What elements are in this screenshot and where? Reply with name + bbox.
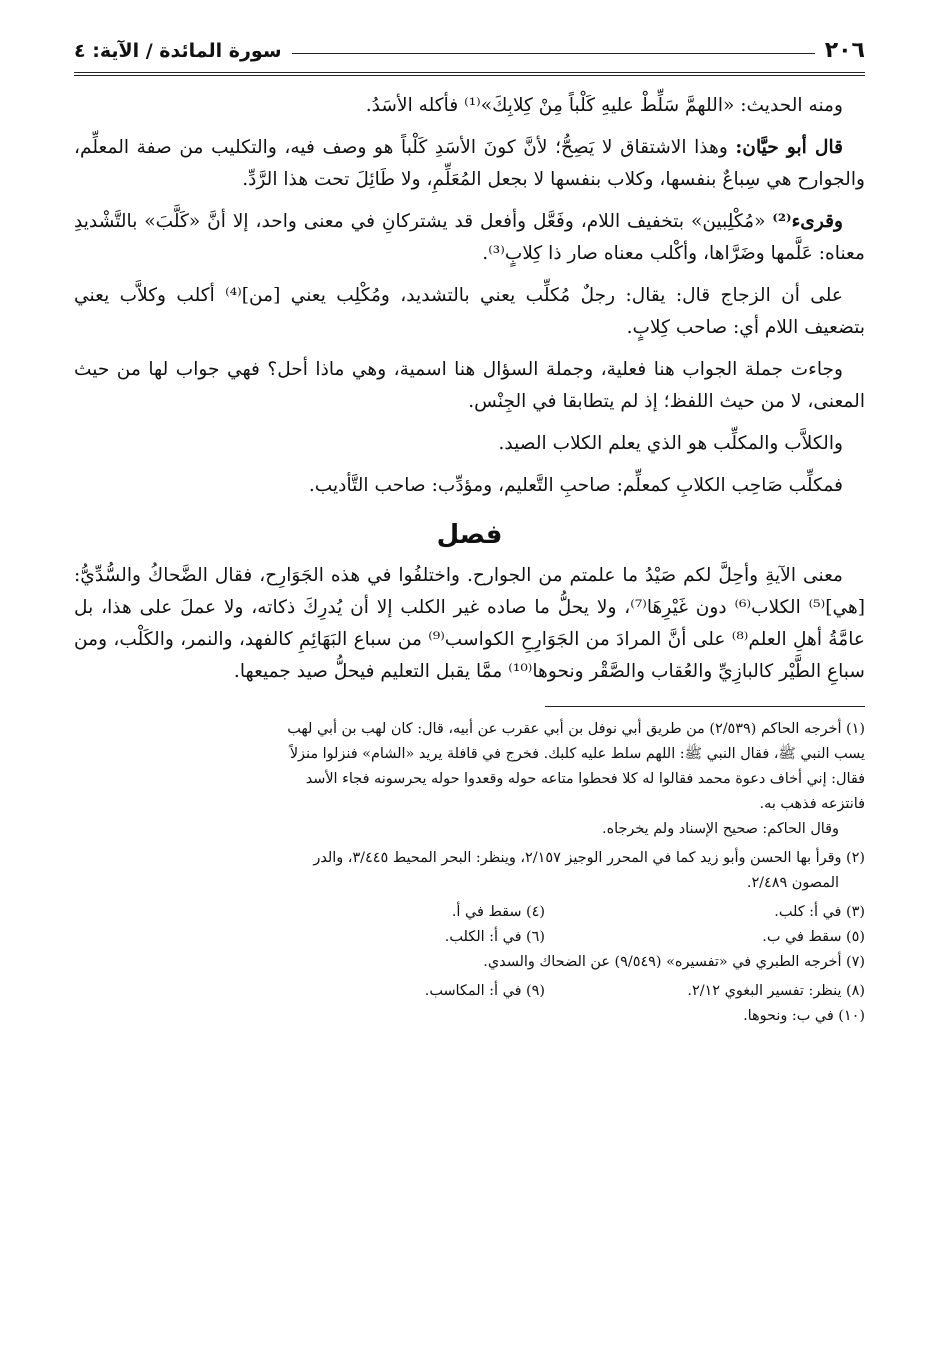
paragraph: قال أبو حيَّان: وهذا الاشتقاق لا يَصِحُّ؛ لأنَّ كونَ الأسَدِ كَلْباً هو وصف فيه، والتكليب من صفة المعلِّم، والجوارح هي سِباعٌ بنفسها، وكلاب بنفسها لا بجعل المُعَلِّمِ، ولا طَائِلَ تحت هذا الرَّدِّ. (74, 137, 865, 190)
footnote-5: (٥) سقط في ب. (762, 929, 865, 945)
footnote-2: (٢) وقرأ بها الحسن وأبو زيد كما في المحرر الوجيز ٢/١٥٧، وينظر: البحر المحيط ٣/٤٤٥، والدر المصون ٢/٤٨٩. (313, 850, 865, 891)
page-header (74, 38, 865, 69)
footnote-3: (٣) في أ: كلب. (774, 904, 865, 920)
paragraph: وقرىء⁽²⁾ «مُكْلِبين» بتخفيف اللام، وفَعَّل وأفعل قد يشتركانِ في معنى واحد، إلا أنَّ «كَلَّبَ» بالتَّشْديدِ معناه: عَلَّمها وضَرَّاها، وأكْلب معناه صار ذا كِلابٍ⁽³⁾. (74, 211, 865, 264)
section-paragraph: معنى الآيةِ وأحِلَّ لكم صَيْدُ ما علمتم من الجوارح. واختلفُوا في هذه الجَوَارِح، فقال الضَّحاكُ والسُّدِّيُّ: [هي]⁽⁵⁾ الكلاب⁽⁶⁾ دون غَيْرِهَا⁽⁷⁾، ولا يحلُّ ما صاده غير الكلب إلا أن يُدرِكَ ذكاته، ولا عملَ على هذا، بل عامَّةُ أهلِ العلم⁽⁸⁾ على أنَّ المرادَ من الجَوَارِحِ الكواسب⁽⁹⁾ من سباع البَهَائِمِ كالفهد، والنمر، والكَلْب، ومن سباعِ الطَّيْر كالبازِيِّ والعُقاب والصَّقْر ونحوها⁽¹⁰⁾ ممَّا يقبل التعليم فيحلُّ صيد جميعها. (74, 565, 866, 682)
footnote-1: (١) أخرجه الحاكم (٢/٥٣٩) من طريق أبي نوفل بن أبي عقرب عن أبيه، قال: كان لهب بن أبي لهب يسب النبي ﷺ، فقال النبي ﷺ: اللهم سلط عليه كلبك. فخرج في قافلة يريد «الشام» فنزلوا منزلاً فقال: إني أخاف دعوة محمد فقالوا له كلا فحطوا متاعه حوله وقعدوا حوله يحرسونه فجاء الأسد فانتزعه فذهب به. وقال الحاكم: صحيح الإسناد ولم يخرجاه. (287, 721, 865, 837)
footnote-9: (٩) في أ: المكاسب. (424, 983, 545, 999)
footnote-row (74, 925, 865, 950)
header-line (292, 53, 815, 54)
footnote-row (74, 979, 865, 1004)
footnote-6: (٦) في أ: الكلب. (444, 929, 545, 945)
footnote-4: (٤) سقط في أ. (451, 904, 545, 920)
header-double-rule (74, 69, 865, 76)
paragraph: ومنه الحديث: «اللهمَّ سَلِّطْ عليهِ كَلْباً مِنْ كِلابِكَ»⁽¹⁾ فأكله الأسَدُ. (365, 95, 843, 116)
footnotes (74, 717, 865, 1029)
reading-label: وقرىء⁽²⁾ (772, 211, 843, 232)
footnote-row (74, 900, 865, 925)
footnote-10: (١٠) في ب: ونحوها. (743, 1008, 865, 1024)
paragraph: وجاءت جملة الجواب هنا فعلية، وجملة السؤال هنا اسمية، وهي ماذا أحل؟ فهي جواب لها من حيث المعنى، لا من حيث اللفظ؛ إذ لم يتطابقا في الجِنْس. (74, 359, 865, 412)
main-text (74, 90, 865, 688)
speaker-label: قال أبو حيَّان: (735, 137, 844, 158)
header-title: سورة المائدة / الآية: ٤ (74, 39, 282, 62)
footnote-8: (٨) ينظر: تفسير البغوي ٢/١٢. (687, 983, 865, 999)
section-heading: فصل (436, 520, 503, 550)
paragraph: فمكلِّب صَاحِب الكلابِ كمعلِّم: صاحبِ التَّعليم، ومؤدِّب: صاحب التَّأديب. (308, 475, 843, 496)
footnote-7: (٧) أخرجه الطبري في «تفسيره» (٩/٥٤٩) عن الضحاك والسدي. (483, 954, 865, 970)
footnote-divider (545, 706, 865, 707)
page-number: ٢٠٦ (824, 38, 865, 63)
paragraph: على أن الزجاج قال: يقال: رجلٌ مُكلِّب يعني بالتشديد، ومُكْلِب يعني [من]⁽⁴⁾ أكلب وكلاَّب يعني بتضعيف اللام أي: صاحب كِلابٍ. (74, 285, 865, 338)
paragraph: والكلاَّب والمكلِّب هو الذي يعلم الكلاب الصيد. (498, 433, 843, 454)
